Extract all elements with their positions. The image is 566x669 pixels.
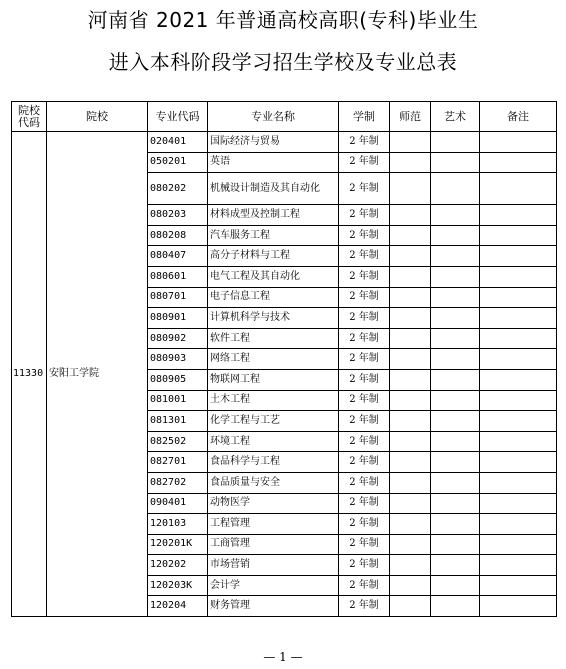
major-code-cell: 082702 [148,472,208,493]
header-school-code: 院校代码 [12,102,47,132]
major-code-cell: 080903 [148,349,208,370]
note-cell [480,308,557,329]
normal-cell [390,514,431,535]
note-cell [480,514,557,535]
major-name-cell: 食品科学与工程 [208,452,339,473]
normal-cell [390,152,431,173]
normal-cell [390,132,431,153]
majors-table [11,101,557,617]
normal-cell [390,225,431,246]
major-code-cell: 080905 [148,369,208,390]
major-code-cell: 080701 [148,287,208,308]
note-cell [480,369,557,390]
school-code-cell: 11330 [12,132,47,617]
note-cell [480,431,557,452]
note-cell [480,411,557,432]
note-cell [480,452,557,473]
art-cell [431,514,480,535]
major-code-cell: 120202 [148,555,208,576]
note-cell [480,266,557,287]
duration-cell: 2 年制 [339,266,390,287]
major-name-cell: 财务管理 [208,596,339,617]
major-code-cell: 120204 [148,596,208,617]
duration-cell: 2 年制 [339,390,390,411]
art-cell [431,152,480,173]
duration-cell: 2 年制 [339,328,390,349]
major-code-cell: 080202 [148,173,208,205]
duration-cell: 2 年制 [339,205,390,226]
normal-cell [390,390,431,411]
major-code-cell: 120103 [148,514,208,535]
note-cell [480,534,557,555]
note-cell [480,246,557,267]
header-note: 备注 [480,102,557,132]
table-body [12,132,557,617]
art-cell [431,452,480,473]
normal-cell [390,472,431,493]
art-cell [431,173,480,205]
note-cell [480,287,557,308]
art-cell [431,266,480,287]
duration-cell: 2 年制 [339,514,390,535]
normal-cell [390,596,431,617]
note-cell [480,596,557,617]
art-cell [431,308,480,329]
major-code-cell: 080901 [148,308,208,329]
note-cell [480,152,557,173]
normal-cell [390,555,431,576]
note-cell [480,349,557,370]
note-cell [480,472,557,493]
art-cell [431,534,480,555]
header-school: 院校 [47,102,148,132]
duration-cell: 2 年制 [339,493,390,514]
document-title-line-1: 河南省 2021 年普通高校高职(专科)毕业生 [87,8,479,32]
major-name-cell: 计算机科学与技术 [208,308,339,329]
normal-cell [390,308,431,329]
art-cell [431,472,480,493]
art-cell [431,132,480,153]
art-cell [431,575,480,596]
duration-cell: 2 年制 [339,452,390,473]
art-cell [431,205,480,226]
table-header-row [12,102,557,132]
major-name-cell: 市场营销 [208,555,339,576]
art-cell [431,328,480,349]
art-cell [431,390,480,411]
art-cell [431,225,480,246]
note-cell [480,493,557,514]
major-name-cell: 电气工程及其自动化 [208,266,339,287]
art-cell [431,555,480,576]
header-duration: 学制 [339,102,390,132]
duration-cell: 2 年制 [339,534,390,555]
duration-cell: 2 年制 [339,349,390,370]
major-code-cell: 120201K [148,534,208,555]
duration-cell: 2 年制 [339,596,390,617]
major-name-cell: 国际经济与贸易 [208,132,339,153]
duration-cell: 2 年制 [339,308,390,329]
major-name-cell: 材料成型及控制工程 [208,205,339,226]
art-cell [431,287,480,308]
normal-cell [390,369,431,390]
art-cell [431,431,480,452]
normal-cell [390,173,431,205]
normal-cell [390,411,431,432]
major-name-cell: 网络工程 [208,349,339,370]
duration-cell: 2 年制 [339,225,390,246]
major-name-cell: 食品质量与安全 [208,472,339,493]
major-name-cell: 土木工程 [208,390,339,411]
normal-cell [390,287,431,308]
note-cell [480,205,557,226]
duration-cell: 2 年制 [339,411,390,432]
duration-cell: 2 年制 [339,132,390,153]
duration-cell: 2 年制 [339,369,390,390]
duration-cell: 2 年制 [339,472,390,493]
major-name-cell: 工商管理 [208,534,339,555]
major-name-cell: 化学工程与工艺 [208,411,339,432]
normal-cell [390,246,431,267]
normal-cell [390,349,431,370]
major-code-cell: 080902 [148,328,208,349]
major-name-cell: 电子信息工程 [208,287,339,308]
major-code-cell: 080407 [148,246,208,267]
normal-cell [390,205,431,226]
major-name-cell: 会计学 [208,575,339,596]
header-major-code: 专业代码 [148,102,208,132]
major-code-cell: 082502 [148,431,208,452]
major-code-cell: 081001 [148,390,208,411]
major-name-cell: 动物医学 [208,493,339,514]
normal-cell [390,266,431,287]
art-cell [431,349,480,370]
art-cell [431,246,480,267]
table-row [12,132,557,153]
duration-cell: 2 年制 [339,287,390,308]
duration-cell: 2 年制 [339,173,390,205]
header-normal: 师范 [390,102,431,132]
major-code-cell: 080601 [148,266,208,287]
header-major-name: 专业名称 [208,102,339,132]
art-cell [431,493,480,514]
major-name-cell: 物联网工程 [208,369,339,390]
duration-cell: 2 年制 [339,152,390,173]
note-cell [480,132,557,153]
normal-cell [390,493,431,514]
art-cell [431,369,480,390]
major-name-cell: 软件工程 [208,328,339,349]
major-code-cell: 050201 [148,152,208,173]
major-name-cell: 工程管理 [208,514,339,535]
major-code-cell: 080208 [148,225,208,246]
normal-cell [390,328,431,349]
major-name-cell: 高分子材料与工程 [208,246,339,267]
normal-cell [390,431,431,452]
duration-cell: 2 年制 [339,431,390,452]
major-name-cell: 环境工程 [208,431,339,452]
school-name-cell: 安阳工学院 [47,132,148,617]
art-cell [431,596,480,617]
normal-cell [390,534,431,555]
major-code-cell: 090401 [148,493,208,514]
document-title-line-2: 进入本科阶段学习招生学校及专业总表 [108,50,458,74]
major-code-cell: 081301 [148,411,208,432]
major-code-cell: 080203 [148,205,208,226]
normal-cell [390,452,431,473]
major-name-cell: 汽车服务工程 [208,225,339,246]
note-cell [480,225,557,246]
major-code-cell: 082701 [148,452,208,473]
duration-cell: 2 年制 [339,246,390,267]
note-cell [480,328,557,349]
duration-cell: 2 年制 [339,575,390,596]
note-cell [480,555,557,576]
major-name-cell: 机械设计制造及其自动化 [208,173,339,205]
major-code-cell: 020401 [148,132,208,153]
normal-cell [390,575,431,596]
page-number: — 1 — [263,650,303,664]
duration-cell: 2 年制 [339,555,390,576]
major-name-cell: 英语 [208,152,339,173]
header-art: 艺术 [431,102,480,132]
note-cell [480,173,557,205]
note-cell [480,575,557,596]
note-cell [480,390,557,411]
art-cell [431,411,480,432]
major-code-cell: 120203K [148,575,208,596]
